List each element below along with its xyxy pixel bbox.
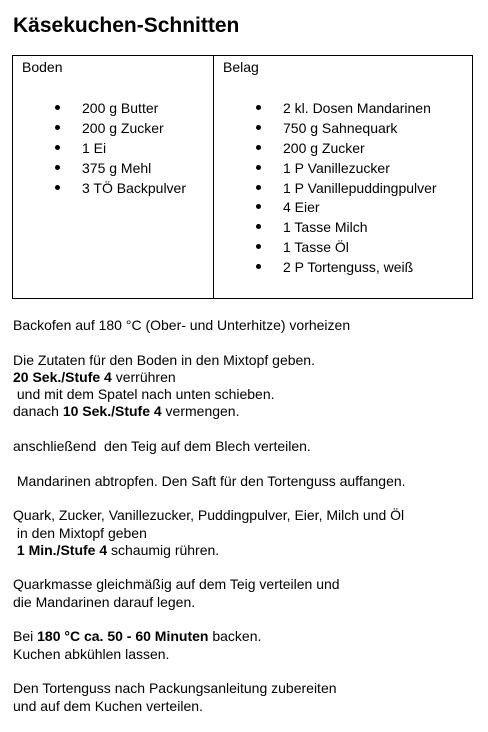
step-mix-base	[13, 352, 483, 421]
list-item: 1 P Vanillezucker	[283, 158, 437, 178]
list-item: 200 g Butter	[82, 98, 186, 118]
list-item: 1 Tasse Öl	[283, 237, 437, 257]
step-text: Kuchen abkühlen lassen.	[13, 645, 170, 662]
list-item: 375 g Mehl	[82, 158, 186, 178]
belag-ingredient-list	[283, 98, 437, 277]
step-text: Backofen auf 180 °C (Ober- und Unterhitze) vorheizen	[13, 317, 351, 333]
list-item: 1 P Vanillepuddingpulver	[283, 179, 437, 196]
list-item: 200 g Zucker	[82, 118, 186, 138]
list-item: 750 g Sahnequark	[283, 118, 437, 138]
step-text: und mit dem Spatel nach unten schieben.	[13, 386, 275, 403]
list-item: 4 Eier	[283, 197, 437, 217]
step-text: Quarkmasse gleichmäßig auf dem Teig verteilen und	[13, 576, 340, 593]
step-text: verrühren	[111, 368, 176, 385]
step-text: backen.	[208, 628, 262, 645]
list-item: 2 kl. Dosen Mandarinen	[283, 98, 437, 118]
step-setting: 10 Sek./Stufe 4	[62, 403, 162, 420]
step-glaze	[13, 680, 483, 715]
ingredients-table	[12, 55, 473, 299]
instructions	[13, 317, 483, 732]
step-setting: 180 °C ca. 50 - 60 Minuten	[37, 628, 209, 645]
step-setting: 1 Min./Stufe 4	[13, 541, 108, 558]
step-preheat	[13, 317, 483, 334]
recipe-title: Käsekuchen-Schnitten	[13, 14, 240, 37]
step-text: vermengen.	[161, 403, 240, 420]
step-text: Quark, Zucker, Vanillezucker, Puddingpulver, Eier, Milch und Öl	[13, 507, 405, 524]
boden-heading: Boden	[22, 59, 63, 75]
step-text: anschließend den Teig auf dem Blech verteilen.	[13, 438, 311, 455]
belag-heading: Belag	[223, 59, 259, 75]
list-item: 1 Ei	[82, 138, 186, 158]
list-item: 3 TÖ Backpulver	[82, 179, 187, 196]
table-divider	[213, 56, 214, 298]
step-text: Den Tortenguss nach Packungsanleitung zubereiten	[13, 680, 337, 697]
step-spread-topping	[13, 576, 483, 611]
list-item: 2 P Tortenguss, weiß	[283, 257, 437, 277]
step-drain-mandarins	[13, 473, 483, 490]
step-text: und auf dem Kuchen verteilen.	[13, 697, 203, 714]
step-text: Mandarinen abtropfen. Den Saft für den Tortenguss auffangen.	[13, 472, 406, 489]
step-text: danach	[13, 403, 63, 420]
list-item: 1 Tasse Milch	[283, 217, 437, 237]
step-text: Die Zutaten für den Boden in den Mixtopf geben.	[13, 351, 315, 368]
list-item: 200 g Zucker	[283, 138, 437, 158]
step-text: schaumig rühren.	[107, 541, 220, 558]
step-spread-dough	[13, 438, 483, 455]
step-setting: 20 Sek./Stufe 4	[13, 368, 112, 385]
boden-ingredient-list	[82, 98, 186, 197]
step-bake	[13, 628, 483, 663]
step-text: in den Mixtopf geben	[13, 524, 147, 541]
step-mix-topping	[13, 507, 483, 559]
step-text: die Mandarinen darauf legen.	[13, 593, 196, 610]
step-text: Bei	[13, 628, 38, 645]
